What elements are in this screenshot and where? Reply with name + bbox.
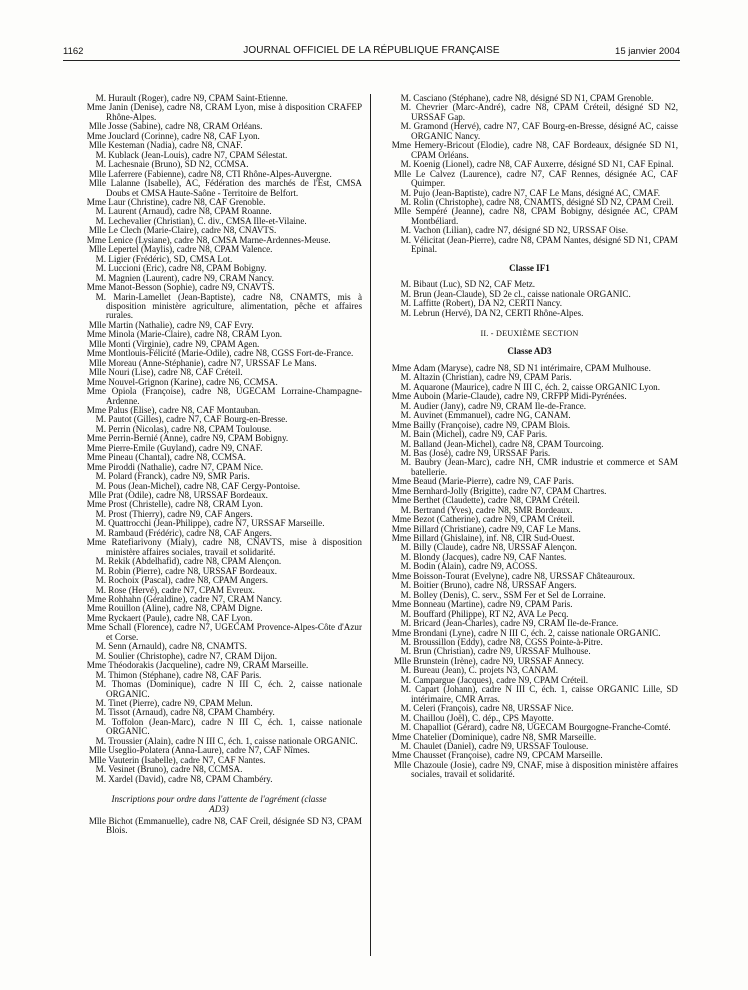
entry-text: Perrin-Bernié (Anne), cadre N9, CPAM Bobigny. xyxy=(108,433,289,444)
entry-text: Brun (Christian), cadre N9, URSSAF Mulhouse. xyxy=(413,646,591,657)
appointment-entry xyxy=(381,685,678,704)
honorific xyxy=(76,718,106,727)
honorific-text: M. xyxy=(400,712,411,723)
appointment-entry xyxy=(76,103,362,122)
honorific-text: M. xyxy=(400,637,411,648)
honorific-text: M. xyxy=(95,575,106,586)
honorific-text: M. xyxy=(400,722,411,733)
honorific-text: M. xyxy=(95,149,106,160)
honorific xyxy=(76,293,106,302)
entry-text: Chausset (Françoise), cadre N9, CPCAM Marseille. xyxy=(413,750,603,761)
entry-text: Le Calvez (Laurence), cadre N7, CAF Rennes, désignée AC, CAF Quimper. xyxy=(411,168,678,189)
honorific-text: Mme xyxy=(86,452,106,463)
honorific-text: Mlle xyxy=(88,338,106,349)
honorific-text: M. xyxy=(95,159,106,170)
honorific-text: M. xyxy=(400,551,411,562)
entry-text: Minola (Marie-Claire), cadre N8, CRAM Lyon. xyxy=(108,329,283,340)
entry-text: Brunstein (Irène), cadre N9, URSSAF Annecy. xyxy=(413,655,584,666)
honorific-text: Mlle xyxy=(88,815,106,826)
honorific xyxy=(381,309,411,318)
entry-text: Le Clech (Marie-Claire), cadre N8, CNAVTS. xyxy=(108,225,277,236)
honorific-text: Mme xyxy=(86,282,106,293)
honorific-text: M. xyxy=(400,381,411,392)
entry-text: Pautot (Gilles), cadre N7, CAF Bourg-en-Bresse. xyxy=(108,414,288,425)
honorific-text: M. xyxy=(95,414,106,425)
honorific-text: M. xyxy=(95,215,106,226)
honorific-text: Mme xyxy=(86,130,106,141)
honorific-text: M. xyxy=(400,196,411,207)
entry-text: Billard (Ghislaine), inf. N8, CIR Sud-Ouest. xyxy=(413,533,575,544)
entry-text: Capart (Johann), cadre N III C, éch. 1, caisse ORGANIC Lille, SD intérimaire, CMR Arras. xyxy=(411,684,678,704)
entry-text: Martin (Nathalie), cadre N9, CAF Evry. xyxy=(108,319,254,330)
honorific-text: Mlle xyxy=(393,759,411,770)
appointment-entry xyxy=(381,458,678,477)
entry-text: Quattrocchi (Jean-Philippe), cadre N7, URSSAF Marseille. xyxy=(108,518,325,529)
entry-text: Berthet (Claudette), cadre N8, CPAM Créteil. xyxy=(413,495,580,506)
honorific-text: Mme xyxy=(86,348,106,359)
honorific-text: Mme xyxy=(86,102,106,113)
entry-text: Manot-Besson (Sophie), cadre N9, CNAVTS. xyxy=(108,282,275,293)
honorific xyxy=(381,685,411,694)
appointment-entry xyxy=(76,817,362,836)
honorific xyxy=(381,458,411,467)
entry-text: Campargue (Jacques), cadre N9, CPAM Créteil. xyxy=(413,674,589,685)
entry-text: Tinet (Pierre), cadre N9, CPAM Melun. xyxy=(108,698,253,708)
honorific-text: Mlle xyxy=(88,244,106,255)
honorific-text: Mlle xyxy=(88,754,106,765)
honorific-text: Mlle xyxy=(88,140,106,151)
honorific-text: Mme xyxy=(86,386,106,397)
entry-text: Baubry (Jean-Marc), cadre NH, CMR industrie et commerce et SAM batellerie. xyxy=(411,457,678,477)
appointment-entry xyxy=(381,207,678,226)
honorific xyxy=(76,538,106,547)
honorific-text: M. xyxy=(400,429,411,440)
entry-text: Pujo (Jean-Baptiste), cadre N7, CAF Le Mans, désigné AC, CMAF. xyxy=(413,187,661,198)
honorific xyxy=(381,207,411,216)
honorific-text: M. xyxy=(400,665,411,676)
entry-text: Bezot (Catherine), cadre N9, CPAM Créteil. xyxy=(413,514,575,525)
honorific-text: M. xyxy=(95,253,106,264)
entry-text: Xardel (David), cadre N8, CPAM Chambéry. xyxy=(108,773,273,784)
honorific xyxy=(76,623,106,632)
honorific-text: M. xyxy=(400,102,411,113)
entry-text: Rambaud (Frédéric), cadre N8, CAF Angers. xyxy=(108,527,272,538)
entry-text: Billard (Christiane), cadre N9, CAF Le Mans. xyxy=(413,523,581,534)
honorific-text: M. xyxy=(400,561,411,572)
list-subheading: Inscriptions pour ordre dans l'attente de l'agrément (classe AD3) xyxy=(111,794,327,814)
entry-text: Lechevalier (Christian), C. div., CMSA Ille-et-Vilaine. xyxy=(108,215,307,226)
honorific-text: Mlle xyxy=(393,206,411,217)
entry-text: Monti (Virginie), cadre N9, CPAM Agen. xyxy=(108,338,260,349)
entry-text: Perrin (Nicolas), cadre N8, CPAM Toulouse. xyxy=(108,423,272,434)
honorific-text: Mlle xyxy=(88,490,106,501)
honorific-text: M. xyxy=(400,646,411,657)
honorific-text: Mlle xyxy=(88,225,106,236)
entry-text: Chazoule (Josie), cadre N9, CNAF, mise à disposition ministère affaires sociales, travail et solidarité. xyxy=(411,759,678,780)
honorific-text: Mme xyxy=(391,514,411,525)
entry-text: Chaulet (Daniel), cadre N9, URSSAF Toulouse. xyxy=(413,741,589,751)
entry-text: Prost (Christelle), cadre N8, CRAM Lyon. xyxy=(108,499,263,510)
entry-text: Laur (Christine), cadre N8, CAF Grenoble. xyxy=(108,196,266,207)
honorific-text: Mme xyxy=(391,731,411,742)
entry-text: Bernhard-Jolly (Brigitte), cadre N7, CPAM Chartres. xyxy=(413,485,607,496)
honorific xyxy=(76,775,106,784)
appointment-entry xyxy=(76,623,362,642)
entry-text: Bibaut (Luc), SD N2, CAF Metz. xyxy=(413,279,536,290)
entry-text: Lenice (Lysiane), cadre N8, CMSA Marne-Ardennes-Meuse. xyxy=(108,234,331,245)
right-column xyxy=(381,94,678,780)
honorific-text: M. xyxy=(400,93,411,103)
entry-text: Bas (José), cadre N9, URSSAF Paris. xyxy=(413,447,551,458)
entry-text: Kesteman (Nadia), cadre N8, CNAF. xyxy=(108,140,243,151)
entry-text: Rohhahn (Géraldine), cadre N7, CRAM Nancy. xyxy=(108,594,282,605)
entry-text: Chapalliot (Gérard), cadre N8, UGECAM Bourgogne-Franche-Comté. xyxy=(413,722,671,733)
honorific-text: Mme xyxy=(86,234,106,245)
entry-text: Lebrun (Hervé), DA N2, CERTI Rhône-Alpes. xyxy=(413,307,584,318)
honorific-text: Mme xyxy=(391,140,411,151)
entry-text: Chaillou (Joël), C. dép., CPS Mayotte. xyxy=(413,712,554,723)
entry-text: Vachon (Lilian), cadre N7, désigné SD N2, URSSAF Oise. xyxy=(413,225,628,236)
entry-text: Bain (Michel), cadre N9, CAF Paris. xyxy=(413,429,548,440)
entry-text: Ligier (Frédéric), SD, CMSA Lot. xyxy=(108,253,233,264)
honorific-text: M. xyxy=(400,307,411,318)
honorific-text: M. xyxy=(95,650,106,661)
honorific-text: Mlle xyxy=(88,168,106,179)
honorific xyxy=(76,817,106,826)
honorific-text: Mme xyxy=(391,533,411,544)
entry-text: Lalanne (Isabelle), AC, Fédération des marchés de l'Est, CMSA Doubs et CMSA Haute-Saône - Territoire de Belfort. xyxy=(106,178,362,198)
entry-text: Tissot (Arnaud), cadre N8, CPAM Chambéry. xyxy=(108,707,275,718)
honorific-text: Mme xyxy=(391,391,411,402)
honorific xyxy=(381,141,411,150)
honorific-text: Mme xyxy=(391,599,411,610)
honorific-text: Mme xyxy=(391,570,411,581)
entry-text: Kublack (Jean-Louis), cadre N7, CPAM Sélestat. xyxy=(108,149,288,160)
entry-text: Lachesnaie (Bruno), SD N2, CCMSA. xyxy=(108,159,249,170)
entry-text: Gramond (Hervé), cadre N7, CAF Bourg-en-Bresse, désigné AC, caisse ORGANIC Nancy. xyxy=(411,121,678,141)
honorific-text: M. xyxy=(400,703,411,714)
entry-text: Pineau (Chantal), cadre N8, CCMSA. xyxy=(108,452,246,463)
appointment-entry xyxy=(381,236,678,255)
honorific-text: M. xyxy=(95,556,106,567)
section-heading: II. - DEUXIÈME SECTION xyxy=(480,328,579,338)
entry-text: Rochoix (Pascal), cadre N8, CPAM Angers. xyxy=(108,575,269,586)
entry-text: Laffitte (Robert), DA N2, CERTI Nancy. xyxy=(413,298,562,309)
entry-text: Celeri (François), cadre N8, URSSAF Nice. xyxy=(413,703,574,714)
honorific-text: M. xyxy=(400,542,411,553)
entry-text: Bertrand (Yves), cadre N8, SMR Bordeaux. xyxy=(413,504,573,515)
entry-text: Opiola (Françoise), cadre N8, UGECAM Lorraine-Champagne-Ardenne. xyxy=(106,386,362,406)
honorific-text: M. xyxy=(95,518,106,529)
appointment-entry xyxy=(381,761,678,780)
honorific-text: Mme xyxy=(86,196,106,207)
class-heading: Classe IF1 xyxy=(509,262,550,273)
honorific-text: Mme xyxy=(391,627,411,638)
honorific xyxy=(381,103,411,112)
honorific xyxy=(381,122,411,131)
entry-text: Lepertel (Maylis), cadre N8, CPAM Valence. xyxy=(108,244,273,255)
entry-text: Montlouis-Félicité (Marie-Odile), cadre N8, CGSS Fort-de-France. xyxy=(108,348,354,359)
entry-text: Koenig (Lionel), cadre N8, CAF Auxerre, désigné SD N1, CAF Epinal. xyxy=(413,159,674,170)
entry-text: Audier (Jany), cadre N9, CRAM Ile-de-France. xyxy=(413,400,587,411)
honorific-text: Mlle xyxy=(88,178,106,189)
honorific-text: M. xyxy=(400,674,411,685)
appointment-entry xyxy=(381,122,678,141)
honorific xyxy=(381,236,411,245)
honorific-text: Mlle xyxy=(88,745,106,756)
entry-text: Théodorakis (Jacqueline), cadre N9, CRAM Marseille. xyxy=(108,660,309,671)
honorific-text: M. xyxy=(400,279,411,290)
honorific-text: Mme xyxy=(86,499,106,510)
entry-text: Jouclard (Corinne), cadre N8, CAF Lyon. xyxy=(108,130,260,141)
honorific-text: M. xyxy=(95,735,106,746)
entry-text: Aquarone (Maurice), cadre N III C, éch. 2, caisse ORGANIC Lyon. xyxy=(413,381,660,392)
honorific xyxy=(76,387,106,396)
entry-text: Bailly (Françoise), cadre N9, CPAM Blois. xyxy=(413,419,571,430)
honorific xyxy=(381,170,411,179)
entry-text: Bureau (Jean), C. projets N3, CANAM. xyxy=(413,665,558,676)
entry-text: Josse (Sabine), cadre N8, CRAM Orléans. xyxy=(108,121,263,132)
honorific-text: M. xyxy=(400,288,411,299)
entry-text: Ryckaert (Paule), cadre N8, CAF Lyon. xyxy=(108,612,253,623)
entry-text: Bricard (Jean-Charles), cadre N9, CRAM Ile-de-France. xyxy=(413,618,619,629)
honorific-text: Mlle xyxy=(393,655,411,666)
honorific-text: Mme xyxy=(86,603,106,614)
honorific-text: M. xyxy=(95,206,106,217)
publication-date: 15 janvier 2004 xyxy=(615,46,680,57)
page-number: 1162 xyxy=(63,46,84,57)
appointment-entry xyxy=(381,103,678,122)
honorific-text: Mlle xyxy=(88,357,106,368)
honorific-text: Mme xyxy=(391,523,411,534)
appointment-entry xyxy=(76,718,362,737)
honorific-text: M. xyxy=(400,457,411,468)
honorific-text: Mme xyxy=(391,476,411,487)
entry-text: Chatelier (Dominique), cadre N8, SMR Marseille. xyxy=(413,731,597,742)
entry-text: Brondani (Lyne), cadre N III C, éch. 2, caisse nationale ORGANIC. xyxy=(413,627,661,638)
appointment-entry xyxy=(381,309,678,318)
honorific-text: Mme xyxy=(391,419,411,430)
honorific-text: M. xyxy=(400,580,411,591)
honorific-text: M. xyxy=(95,764,106,775)
honorific xyxy=(381,761,411,770)
entry-text: Hurault (Roger), cadre N9, CPAM Saint-Etienne. xyxy=(108,93,288,103)
honorific-text: M. xyxy=(95,565,106,576)
entry-text: Nouvel-Grignon (Karine), cadre N6, CCMSA. xyxy=(108,376,278,387)
entry-text: Bichot (Emmanuelle), cadre N8, CAF Creil, désignée SD N3, CPAM Blois. xyxy=(106,815,362,836)
entry-text: Laurent (Arnaud), cadre N8, CPAM Roanne. xyxy=(108,206,272,217)
honorific-text: Mme xyxy=(86,329,106,340)
honorific-text: M. xyxy=(400,504,411,515)
header-rule xyxy=(63,60,680,61)
honorific-text: M. xyxy=(400,121,411,132)
honorific-text: M. xyxy=(95,669,106,680)
entry-text: Ratefiarivony (Mialy), cadre N8, CNAVTS, mise à disposition ministère affaires sociales, travail et solidarité. xyxy=(106,537,362,557)
honorific-text: Mme xyxy=(391,495,411,506)
honorific-text: M. xyxy=(400,618,411,629)
honorific-text: Mme xyxy=(86,461,106,472)
honorific-text: Mme xyxy=(86,660,106,671)
entry-text: Robin (Pierre), cadre N8, URSSAF Bordeaux. xyxy=(108,565,277,576)
entry-text: Vauterin (Isabelle), cadre N7, CAF Nantes. xyxy=(108,754,266,765)
entry-text: Rekik (Abdelhafid), cadre N8, CPAM Alençon. xyxy=(108,556,282,567)
honorific-text: M. xyxy=(400,447,411,458)
entry-text: Rose (Hervé), cadre N7, CPAM Evreux. xyxy=(108,584,255,595)
honorific-text: M. xyxy=(95,263,106,274)
entry-text: Blondy (Jacques), cadre N9, CAF Nantes. xyxy=(413,551,567,562)
entry-text: Bodin (Alain), cadre N9, ACOSS. xyxy=(413,561,538,572)
entry-text: Billy (Claude), cadre N8, URSSAF Alençon. xyxy=(413,542,577,553)
journal-title: JOURNAL OFFICIEL DE LA RÉPUBLIQUE FRANÇAISE xyxy=(243,45,500,56)
honorific-text: M. xyxy=(400,589,411,600)
appointment-entry xyxy=(76,179,362,198)
appointment-entry xyxy=(381,170,678,189)
entry-text: Toffolon (Jean-Marc), cadre N III C, éch. 1, caisse nationale ORGANIC. xyxy=(106,716,362,737)
entry-text: Piroddi (Nathalie), cadre N7, CPAM Nice. xyxy=(108,461,264,472)
entry-text: Nouri (Lise), cadre N8, CAF Créteil. xyxy=(108,367,243,378)
honorific-text: M. xyxy=(95,527,106,538)
entry-text: Beaud (Marie-Pierre), cadre N9, CAF Paris. xyxy=(413,476,574,487)
entry-text: Pierre-Emile (Guyland), cadre N9, CNAF. xyxy=(108,442,263,453)
honorific-text: M. xyxy=(400,400,411,411)
honorific-text: M. xyxy=(400,741,411,751)
honorific-text: Mme xyxy=(86,376,106,387)
honorific xyxy=(76,179,106,188)
appointment-entry xyxy=(381,141,678,160)
honorific-text: Mme xyxy=(86,442,106,453)
entry-text: Magnien (Laurent), cadre N9, CRAM Nancy. xyxy=(108,272,274,283)
entry-text: Casciano (Stéphane), cadre N8, désigné SD N1, CPAM Grenoble. xyxy=(413,93,654,103)
honorific-text: M. xyxy=(95,508,106,519)
entry-text: Thomas (Dominique), cadre N III C, éch. 2, caisse nationale ORGANIC. xyxy=(106,679,362,699)
entry-text: Boisson-Tourat (Evelyne), cadre N8, URSSAF Châteauroux. xyxy=(413,570,635,581)
honorific-text: M. xyxy=(95,679,106,690)
honorific-text: M. xyxy=(95,423,106,434)
entry-text: Troussier (Alain), cadre N III C, éch. 1, caisse nationale ORGANIC. xyxy=(108,735,358,746)
honorific-text: Mlle xyxy=(88,319,106,330)
honorific-text: M. xyxy=(95,716,106,727)
honorific-text: M. xyxy=(95,707,106,718)
entry-text: Brun (Jean-Claude), SD 2e cl., caisse nationale ORGANIC. xyxy=(413,288,631,299)
page-header xyxy=(63,42,680,60)
honorific-text: M. xyxy=(400,438,411,449)
honorific-text: M. xyxy=(400,159,411,170)
entry-text: Prost (Thierry), cadre N9, CAF Angers. xyxy=(108,508,253,519)
honorific-text: M. xyxy=(95,480,106,491)
entry-text: Chevrier (Marc-André), cadre N8, CPAM Créteil, désigné SD N2, URSSAF Gap. xyxy=(411,102,678,122)
honorific-text: M. xyxy=(95,584,106,595)
honorific-text: M. xyxy=(400,684,411,695)
honorific-text: Mme xyxy=(391,750,411,761)
honorific-text: M. xyxy=(95,471,106,482)
entry-text: Altazin (Christian), cadre N9, CPAM Paris. xyxy=(413,372,572,383)
appointment-entry xyxy=(76,775,362,784)
honorific-text: Mme xyxy=(86,612,106,623)
entry-text: Auvinet (Emmanuel), cadre NG, CANAM. xyxy=(413,410,571,421)
honorific-text: Mme xyxy=(86,537,106,548)
entry-text: Pous (Jean-Michel), cadre N8, CAF Cergy-Pontoise. xyxy=(108,480,301,491)
entry-text: Janin (Denise), cadre N8, CRAM Lyon, mise à disposition CRAFEP Rhône-Alpes. xyxy=(106,102,363,122)
honorific-text: Mme xyxy=(391,485,411,496)
honorific-text: Mlle xyxy=(88,367,106,378)
class-heading: Classe AD3 xyxy=(507,346,552,357)
entry-text: Luccioni (Eric), cadre N8, CPAM Bobigny. xyxy=(108,263,267,274)
entry-text: Moreau (Anne-Stéphanie), cadre N7, URSSAF Le Mans. xyxy=(108,357,317,368)
honorific-text: M. xyxy=(95,773,106,784)
entry-text: Laferrere (Fabienne), cadre N8, CTI Rhône-Alpes-Auvergne. xyxy=(108,168,332,179)
entry-text: Bolley (Denis), C. serv., SSM Fer et Sel de Lorraine. xyxy=(413,589,606,600)
entry-text: Thimon (Stéphane), cadre N8, CAF Paris. xyxy=(108,669,262,680)
entry-text: Polard (Franck), cadre N9, SMR Paris. xyxy=(108,471,250,482)
entry-text: Palus (Elise), cadre N8, CAF Montauban. xyxy=(108,404,261,415)
column-divider xyxy=(370,94,371,956)
left-column xyxy=(76,94,362,836)
entry-text: Bouffard (Philippe), RT N2, AVA Le Pecq. xyxy=(413,608,569,619)
entry-text: Sempéré (Jeanne), cadre N8, CPAM Bobigny, désignée AC, CPAM Montbéliard. xyxy=(411,206,678,226)
honorific-text: Mme xyxy=(86,622,106,633)
entry-text: Bonneau (Martine), cadre N9, CPAM Paris. xyxy=(413,599,573,610)
honorific-text: Mme xyxy=(86,433,106,444)
entry-text: Soulier (Christophe), cadre N7, CRAM Dijon. xyxy=(108,650,277,661)
appointment-entry xyxy=(76,680,362,699)
entry-text: Boitier (Bruno), cadre N8, URSSAF Angers. xyxy=(413,580,577,591)
honorific-text: M. xyxy=(400,187,411,198)
appointment-entry xyxy=(76,293,362,321)
honorific-text: Mme xyxy=(86,404,106,415)
honorific-text: M. xyxy=(400,298,411,309)
entry-text: Rouillon (Aline), cadre N8, CPAM Digne. xyxy=(108,603,263,614)
honorific-text: M. xyxy=(95,272,106,283)
honorific xyxy=(76,680,106,689)
entry-text: Balland (Jean-Michel), cadre N8, CPAM Tourcoing. xyxy=(413,438,604,449)
honorific-text: M. xyxy=(95,641,106,652)
entry-text: Auboin (Marie-Claude), cadre N9, CRFPP Midi-Pyrénées. xyxy=(413,391,627,402)
honorific-text: M. xyxy=(95,291,106,302)
honorific-text: Mme xyxy=(86,594,106,605)
honorific-text: M. xyxy=(95,93,106,103)
entry-text: Marin-Lamellet (Jean-Baptiste), cadre N8, CNAMTS, mis à disposition ministère agriculture, alimentation, pêche et affaires rurales. xyxy=(106,291,362,321)
entry-text: Hemery-Bricout (Elodie), cadre N8, CAF Bordeaux, désignée SD N1, CPAM Orléans. xyxy=(411,140,678,160)
honorific-text: M. xyxy=(400,410,411,421)
appointment-entry xyxy=(76,387,362,406)
honorific-text: Mlle xyxy=(88,121,106,132)
entry-text: Senn (Arnauld), cadre N8, CNAMTS. xyxy=(108,641,247,652)
honorific xyxy=(76,103,106,112)
entry-text: Useglio-Polatera (Anna-Laure), cadre N7, CAF Nîmes. xyxy=(108,745,310,756)
honorific-text: M. xyxy=(400,234,411,245)
appointment-entry xyxy=(76,538,362,557)
entry-text: Rolin (Christophe), cadre N8, CNAMTS, désigné SD N2, CPAM Creil. xyxy=(413,196,674,207)
entry-text: Schall (Florence), cadre N7, UGECAM Provence-Alpes-Côte d'Azur et Corse. xyxy=(106,622,362,642)
entry-text: Vélicitat (Jean-Pierre), cadre N8, CPAM Nantes, désigné SD N1, CPAM Epinal. xyxy=(411,234,678,255)
entry-text: Adam (Maryse), cadre N8, SD N1 intérimaire, CPAM Mulhouse. xyxy=(413,362,651,373)
honorific-text: M. xyxy=(400,225,411,236)
honorific-text: Mlle xyxy=(393,168,411,179)
honorific-text: Mme xyxy=(391,362,411,373)
honorific-text: M. xyxy=(95,698,106,708)
honorific-text: M. xyxy=(400,608,411,619)
entry-text: Vesinet (Bruno), cadre N8, CCMSA. xyxy=(108,764,243,775)
entry-text: Prat (Odile), cadre N8, URSSAF Bordeaux. xyxy=(108,490,268,501)
honorific-text: M. xyxy=(400,372,411,383)
entry-text: Broussillon (Eddy), cadre N8, CGSS Pointe-à-Pitre. xyxy=(413,637,603,648)
